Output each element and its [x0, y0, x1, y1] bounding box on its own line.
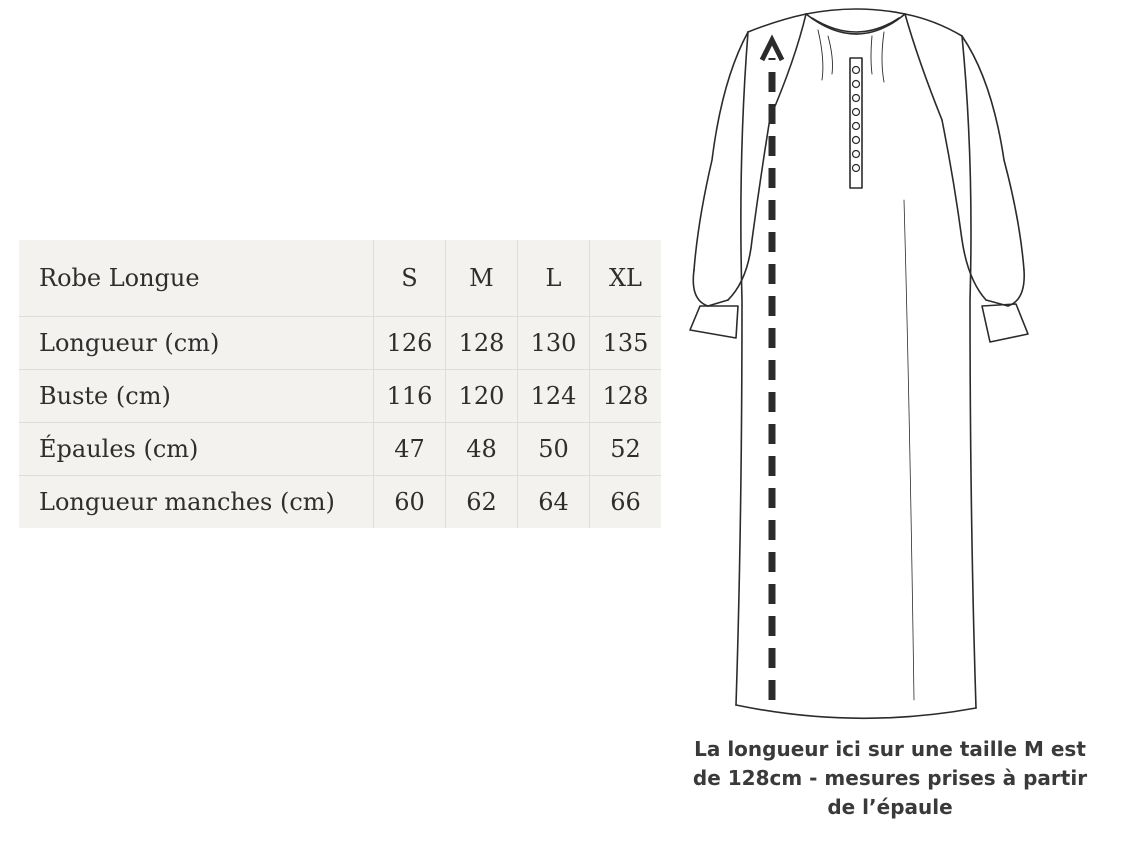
- table-cell: 124: [517, 370, 589, 423]
- table-row: [19, 317, 661, 370]
- table-row: [19, 423, 661, 476]
- table-cell: 66: [610, 488, 641, 516]
- table-row: [19, 476, 661, 529]
- table-cell: 130: [517, 317, 589, 370]
- dress-illustration: [682, 6, 1038, 722]
- table-cell: 120: [445, 370, 517, 423]
- table-cell: 48: [445, 423, 517, 476]
- table-cell: 62: [445, 476, 517, 529]
- size-header-l: L: [517, 240, 589, 317]
- size-header-m: M: [445, 240, 517, 317]
- table-row: [19, 370, 661, 423]
- dashed-up-arrow-icon: [762, 40, 782, 700]
- button-icon: [853, 81, 860, 88]
- size-table: [19, 240, 661, 528]
- row-label: Longueur manches (cm): [19, 476, 373, 529]
- caption-line-3: de l’épaule: [827, 795, 953, 819]
- row-label: Longueur (cm): [19, 317, 373, 370]
- table-header-row: [19, 240, 661, 317]
- table-cell: 116: [373, 370, 445, 423]
- button-icon: [853, 137, 860, 144]
- caption-line-2: de 128cm - mesures prises à partir: [692, 766, 1088, 790]
- button-icon: [853, 109, 860, 116]
- button-icon: [853, 165, 860, 172]
- table-cell: 47: [373, 423, 445, 476]
- button-icon: [853, 95, 860, 102]
- table-cell: 50: [517, 423, 589, 476]
- table-cell: 126: [373, 317, 445, 370]
- table-title: Robe Longue: [19, 240, 373, 317]
- table-cell: 128: [589, 370, 661, 423]
- size-header-s: S: [373, 240, 445, 317]
- table-cell: 135: [589, 317, 661, 370]
- caption-line-1: La longueur ici sur une taille M est: [694, 737, 1086, 761]
- button-icon: [853, 67, 860, 74]
- button-icon: [853, 123, 860, 130]
- measurement-caption: [690, 735, 1090, 822]
- row-label: Épaules (cm): [19, 423, 373, 476]
- row-label: Buste (cm): [19, 370, 373, 423]
- size-header-xl: XL: [589, 240, 661, 317]
- table-cell: 52: [589, 423, 661, 476]
- table-cell: 60: [373, 476, 445, 529]
- table-cell: 128: [445, 317, 517, 370]
- button-icon: [853, 151, 860, 158]
- table-cell: 64: [517, 476, 589, 529]
